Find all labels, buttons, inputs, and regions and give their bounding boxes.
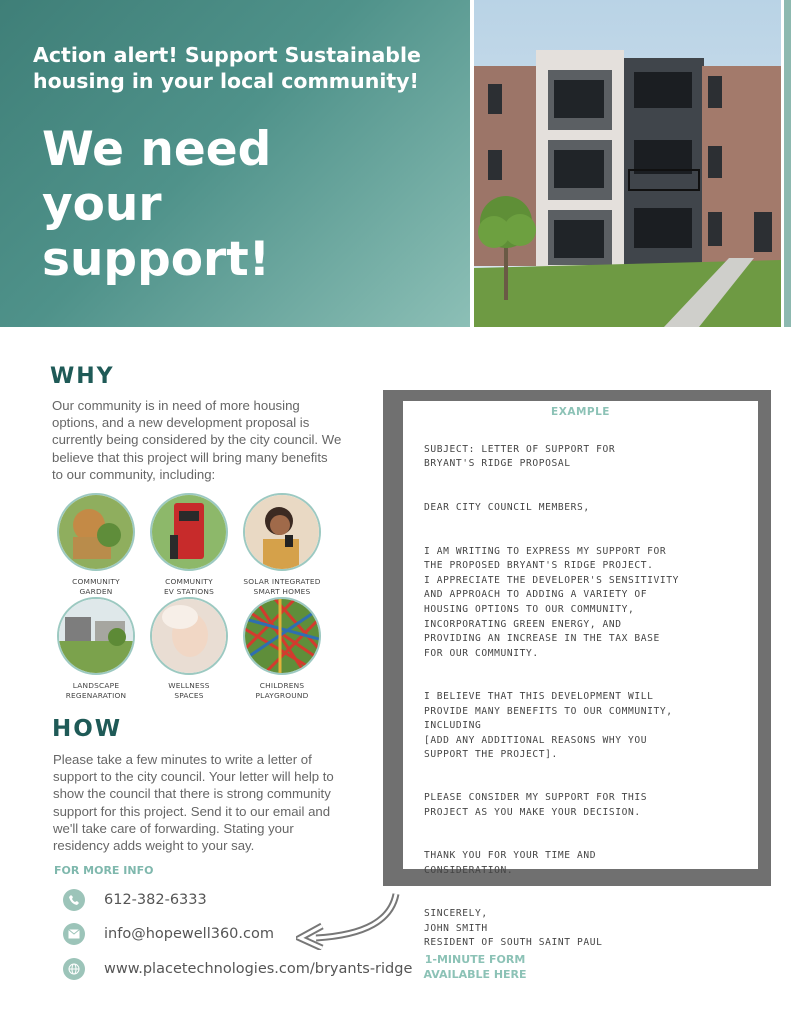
example-label: EXAMPLE — [551, 406, 610, 418]
building-illustration — [474, 0, 781, 327]
photo-edge-strip — [784, 0, 791, 327]
letter-paragraph-4: THANK YOU FOR YOUR TIME AND CONSIDERATION. — [424, 850, 597, 876]
feature-smart-homes — [232, 493, 332, 597]
feature-childrens-playground — [232, 597, 332, 701]
building-photo — [474, 0, 781, 327]
feature-ev-stations — [139, 493, 239, 597]
contact-website-row — [63, 958, 412, 980]
contact-phone-row — [63, 889, 207, 911]
feature-landscape-regeneration — [46, 597, 146, 701]
headline: We need your support! — [42, 122, 272, 287]
letter-paragraph-1: I AM WRITING TO EXPRESS MY SUPPORT FOR THE PROPOSED BRYANT'S RIDGE PROJECT. I APPRECIATE THE DEVELOPER'S SENSITIVITY AND APPROACH TO ADDING A VARIETY OF HOUSING OPTIONS TO OUR COMMUNITY, INCORPORATING GREEN ENERGY, AND PROVIDING AN INCREASE IN THE TAX BASE FOR OUR COMMUNITY. — [424, 545, 680, 659]
ev-station-icon — [150, 493, 228, 571]
letter-closing: SINCERELY, JOHN SMITH RESIDENT OF SOUTH SAINT PAUL — [424, 908, 603, 949]
website-link[interactable]: www.placetechnologies.com/bryants-ridge — [104, 961, 413, 977]
letter-salutation: DEAR CITY COUNCIL MEMBERS, — [424, 502, 590, 514]
curved-arrow-icon — [296, 890, 406, 950]
feature-label: COMMUNITY EV STATIONS — [163, 577, 215, 596]
letter-paragraph-3: PLEASE CONSIDER MY SUPPORT FOR THIS PROJECT AS YOU MAKE YOUR DECISION. — [424, 792, 648, 819]
phone-number[interactable]: 612-382-6333 — [104, 892, 207, 908]
why-paragraph: Our community is in need of more housing options, and a new development proposal is currently being considered by the city council. We believe that this project will bring many benefits to our community, including: — [52, 398, 342, 482]
how-heading: HOW — [52, 716, 123, 742]
wellness-icon — [150, 597, 228, 675]
hero-banner — [0, 0, 470, 327]
feature-label: WELLNESS SPACES — [168, 681, 210, 700]
feature-label: COMMUNITY GARDEN — [72, 577, 120, 596]
form-note[interactable]: 1-MINUTE FORM AVAILABLE HERE — [423, 953, 527, 981]
letter-paragraph-2: I BELIEVE THAT THIS DEVELOPMENT WILL PROVIDE MANY BENEFITS TO OUR COMMUNITY, INCLUDING [ADD ANY ADDITIONAL REASONS WHY YOU SUPPORT THE PROJECT]. — [424, 690, 673, 761]
phone-icon — [63, 889, 85, 911]
feature-wellness-spaces — [139, 597, 239, 701]
playground-icon — [243, 597, 321, 675]
letter-subject: SUBJECT: LETTER OF SUPPORT FOR BRYANT'S RIDGE PROPOSAL — [424, 443, 616, 470]
how-paragraph: Please take a few minutes to write a letter of support to the city council. Your letter will help to show the council that there is strong community support for this project. Send it to our email and we'll take care of forwarding. Stating your residency adds weight to your say. — [53, 752, 334, 854]
email-icon — [63, 923, 85, 945]
email-link[interactable]: info@hopewell360.com — [104, 926, 274, 942]
contact-email-row — [63, 923, 274, 945]
feature-label: CHILDRENS PLAYGROUND — [255, 681, 309, 700]
more-info-heading: FOR MORE INFO — [54, 864, 154, 877]
action-alert-heading: Action alert! Support Sustainable housing in your local community! — [33, 43, 421, 93]
landscape-icon — [57, 597, 135, 675]
feature-label: LANDSCAPE REGENARATION — [65, 681, 127, 700]
feature-label: SOLAR INTEGRATED SMART HOMES — [243, 577, 321, 596]
feature-community-garden — [46, 493, 146, 597]
smart-home-icon — [243, 493, 321, 571]
letter-body — [424, 428, 754, 965]
globe-icon — [63, 958, 85, 980]
why-heading: WHY — [50, 364, 115, 389]
garden-icon — [57, 493, 135, 571]
